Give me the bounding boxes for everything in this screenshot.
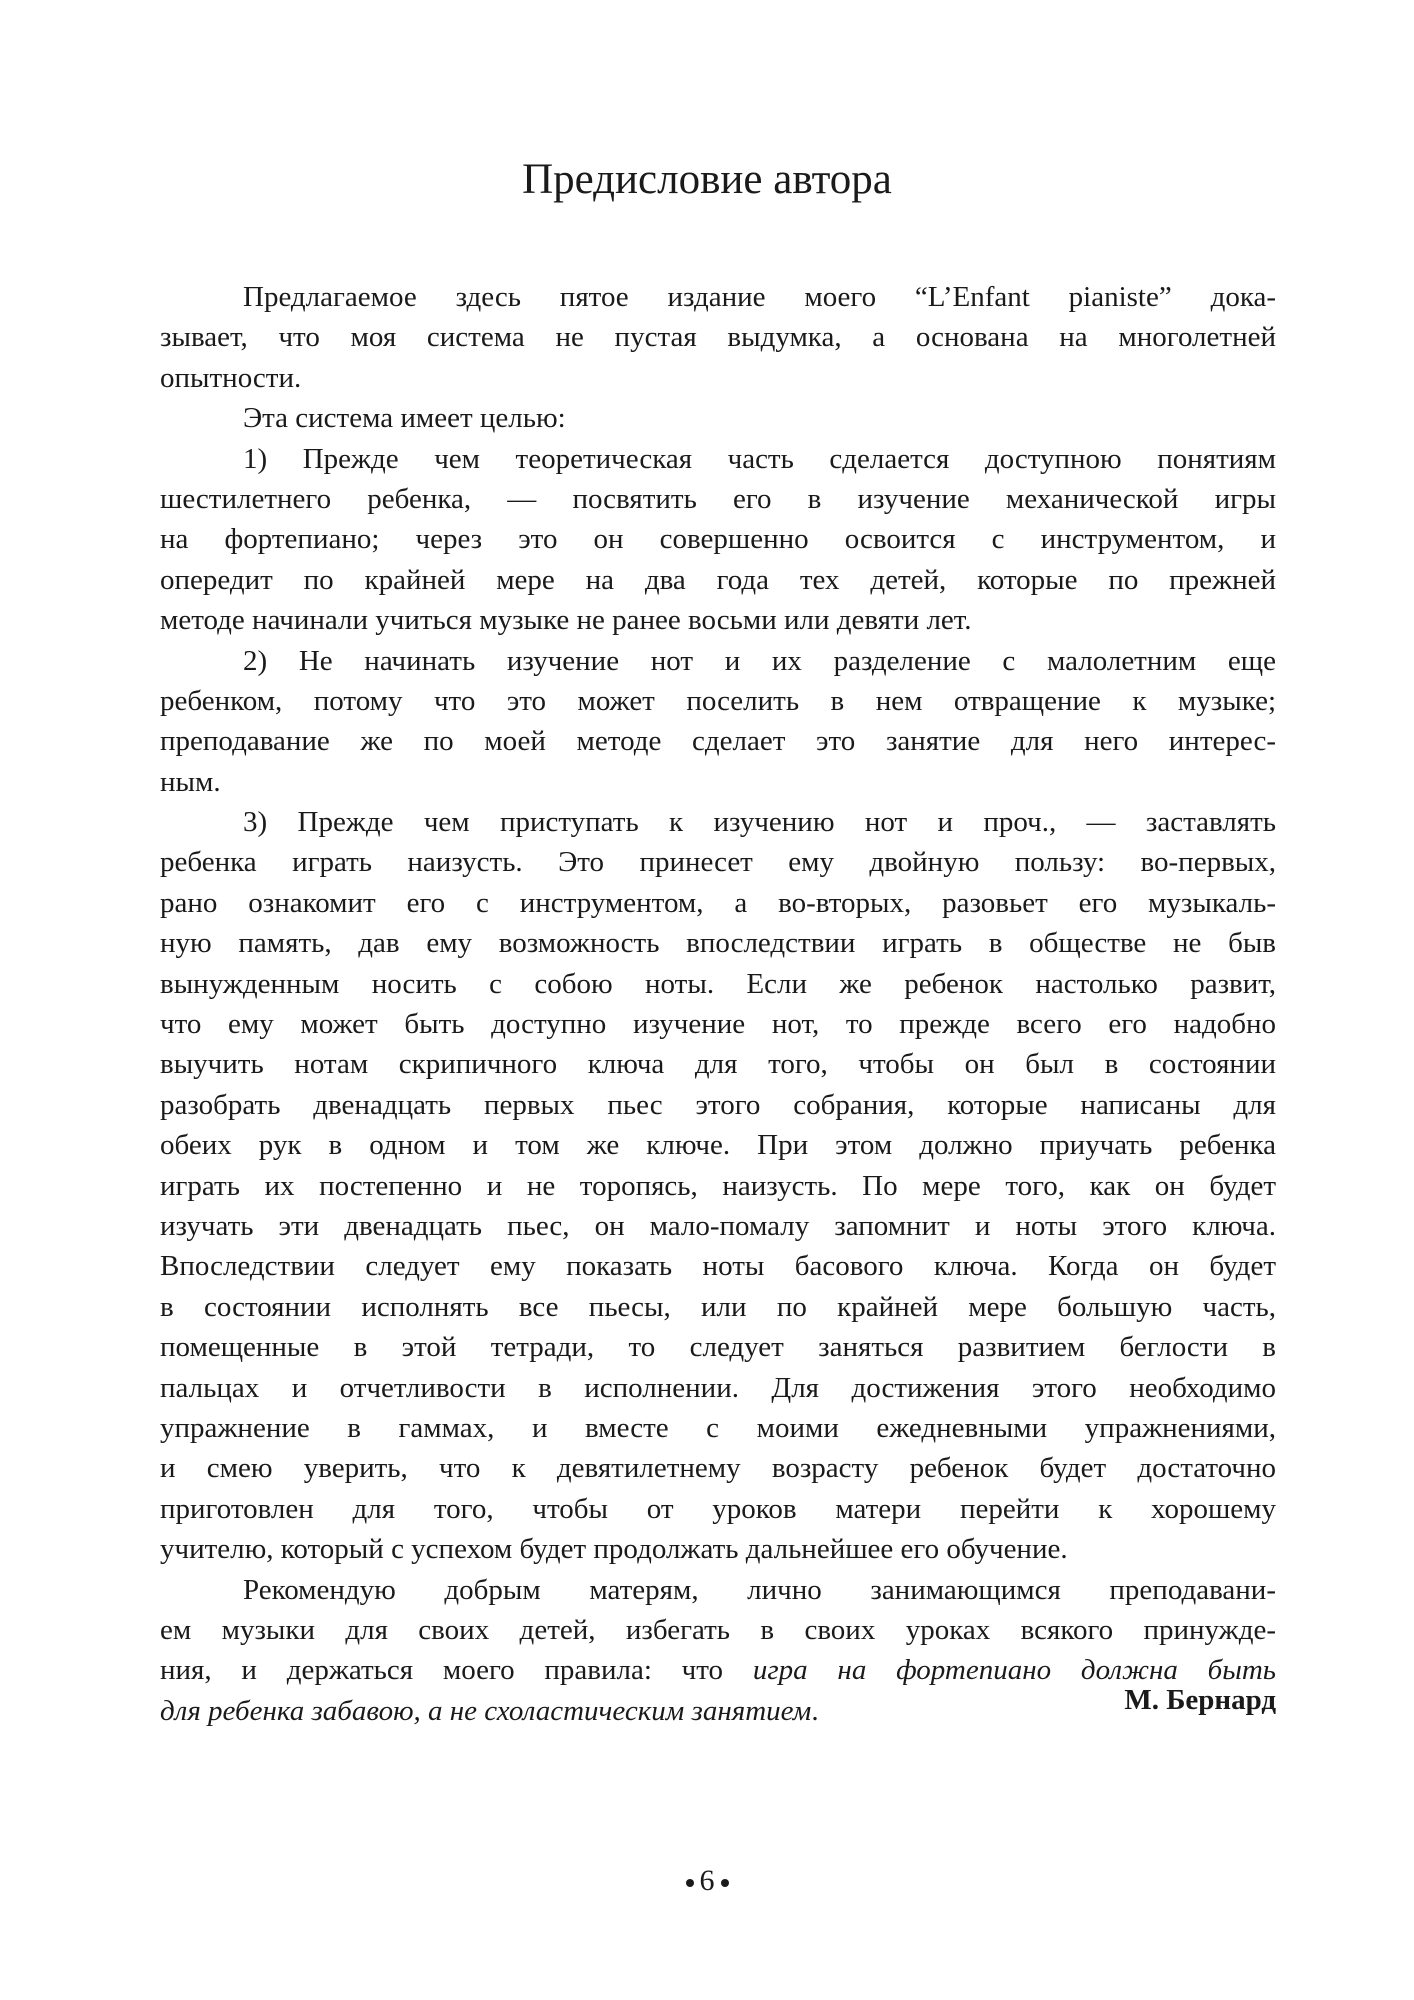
- text-segment: на фортепиано; через это он совершенно освоится с инструментом, и: [160, 523, 1276, 556]
- page-number-value: 6: [699, 1864, 715, 1897]
- text-line: [160, 1650, 1276, 1690]
- bullet-icon: [686, 1879, 694, 1887]
- text-line: [160, 1529, 1276, 1569]
- text-line: [160, 802, 1276, 842]
- text-line: [160, 681, 1276, 721]
- text-line: [160, 1368, 1276, 1408]
- text-line: [160, 600, 1276, 640]
- text-segment: методе начинали учиться музыке не ранее восьми или девяти лет.: [160, 604, 972, 637]
- text-line: [160, 277, 1276, 317]
- text-segment: 3) Прежде чем приступать к изучению нот и проч., — заставлять: [243, 806, 1276, 839]
- text-line: [160, 479, 1276, 519]
- text-segment: опередит по крайней мере на два года тех детей, которые по прежней: [160, 563, 1276, 596]
- text-segment: опытности.: [160, 361, 302, 394]
- text-line: [160, 1085, 1276, 1125]
- text-segment: выучить нотам скрипичного ключа для того, чтобы он был в состоянии: [160, 1048, 1276, 1081]
- text-line: [160, 842, 1276, 882]
- italic-text: игра на фортепиано должна быть: [752, 1654, 1277, 1687]
- text-line: [160, 1570, 1276, 1610]
- text-line: [160, 964, 1276, 1004]
- text-line: [160, 1408, 1276, 1448]
- text-line: [160, 762, 1276, 802]
- text-segment: и смею уверить, что к девятилетнему возрасту ребенок будет достаточно: [160, 1452, 1276, 1485]
- text-segment: Впоследствии следует ему показать ноты басового ключа. Когда он будет: [160, 1250, 1276, 1283]
- bullet-icon: [721, 1879, 729, 1887]
- text-line: [160, 1610, 1276, 1650]
- text-segment: Эта система имеет целью:: [243, 402, 566, 435]
- text-segment: изучать эти двенадцать пьес, он мало-помалу запомнит и ноты этого ключа.: [160, 1209, 1276, 1242]
- text-segment: .: [811, 1694, 819, 1727]
- preface-text: [160, 277, 1276, 1731]
- text-line: [160, 883, 1276, 923]
- text-line: [160, 1206, 1276, 1246]
- text-segment: в состоянии исполнять все пьесы, или по крайней мере большую часть,: [160, 1290, 1276, 1323]
- text-line: [160, 1691, 1276, 1731]
- text-segment: ребенком, потому что это может поселить в нем отвращение к музыке;: [160, 684, 1276, 717]
- text-segment: Предлагаемое здесь пятое издание моего “L’Enfant pianiste” дока-: [243, 281, 1276, 313]
- text-line: [160, 1044, 1276, 1084]
- text-line: [160, 1327, 1276, 1367]
- page-number: [0, 1864, 1414, 1898]
- text-segment: ребенка играть наизусть. Это принесет ему двойную пользу: во-первых,: [160, 846, 1276, 879]
- text-segment: ния, и держаться моего правила: что: [160, 1654, 753, 1687]
- page-title: Предисловие автора: [522, 156, 892, 203]
- text-segment: играть их постепенно и не торопясь, наизусть. По мере того, как он будет: [160, 1169, 1276, 1202]
- text-segment: ем музыки для своих детей, избегать в своих уроках всякого принужде-: [160, 1613, 1276, 1646]
- text-segment: упражнение в гаммах, и вместе с моими ежедневными упражнениями,: [160, 1411, 1276, 1444]
- text-line: [160, 519, 1276, 559]
- text-segment: что ему может быть доступно изучение нот, то прежде всего его надобно: [160, 1008, 1276, 1041]
- text-segment: шестилетнего ребенка, — посвятить его в изучение механической игры: [160, 482, 1276, 515]
- text-segment: 1) Прежде чем теоретическая часть сделается доступною понятиям: [243, 442, 1276, 475]
- text-segment: 2) Не начинать изучение нот и их разделение с малолетним еще: [243, 644, 1276, 677]
- text-line: [160, 1125, 1276, 1165]
- text-segment: Рекомендую добрым матерям, лично занимающимся преподавани-: [243, 1573, 1276, 1606]
- text-line: [160, 439, 1276, 479]
- text-segment: ную память, дав ему возможность впоследствии играть в обществе не быв: [160, 927, 1276, 960]
- text-segment: рано ознакомит его с инструментом, а во-вторых, разовьет его музыкаль-: [160, 886, 1276, 919]
- text-line: [160, 398, 1276, 438]
- text-line: [160, 1246, 1276, 1286]
- text-line: [160, 923, 1276, 963]
- text-segment: разобрать двенадцать первых пьес этого собрания, которые написаны для: [160, 1088, 1276, 1121]
- text-segment: преподавание же по моей методе сделает это занятие для него интерес-: [160, 725, 1276, 758]
- text-line: [160, 641, 1276, 681]
- text-segment: ным.: [160, 765, 221, 798]
- text-line: [160, 1004, 1276, 1044]
- text-line: [160, 317, 1276, 357]
- text-segment: приготовлен для того, чтобы от уроков матери перейти к хорошему: [160, 1492, 1276, 1525]
- text-segment: зывает, что моя система не пустая выдумка, а основана на многолетней: [160, 321, 1276, 354]
- text-line: [160, 1166, 1276, 1206]
- text-line: [160, 721, 1276, 761]
- text-line: [160, 1287, 1276, 1327]
- text-segment: помещенные в этой тетради, то следует заняться развитием беглости в: [160, 1331, 1276, 1364]
- text-line: [160, 1489, 1276, 1529]
- text-segment: учителю, который с успехом будет продолжать дальнейшее его обучение.: [160, 1533, 1068, 1566]
- text-line: [160, 358, 1276, 398]
- text-segment: вынужденным носить с собою ноты. Если же ребенок настолько развит,: [160, 967, 1276, 1000]
- author-signature: М. Бернард: [1124, 1684, 1276, 1716]
- text-line: [160, 1448, 1276, 1488]
- italic-text: для ребенка забавою, а не схоластическим занятием: [160, 1694, 812, 1727]
- text-segment: пальцах и отчетливости в исполнении. Для достижения этого необходимо: [160, 1371, 1276, 1404]
- text-line: [160, 560, 1276, 600]
- text-segment: обеих рук в одном и том же ключе. При этом должно приучать ребенка: [160, 1129, 1276, 1162]
